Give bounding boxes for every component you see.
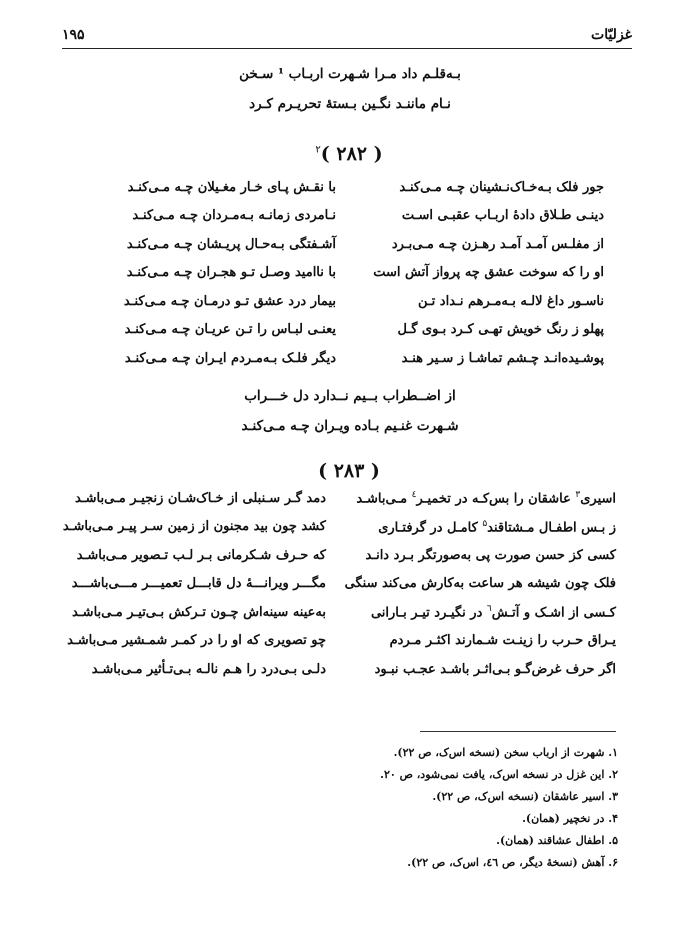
hemistich-text-cont: کامـل در گرفتـاری [378,519,483,535]
first-hemistich [354,548,616,563]
ghazal-282-footnote-mark: ۲ [315,144,321,156]
first-hemistich [344,576,616,592]
second-hemistich: که حـرف شـکرمانی بـر لـب تـصویر مـی‌باشـد [76,547,326,563]
ghazal-283-verses [64,484,616,684]
footnote-item: ۵. اطفال عشاقند (همان). [496,834,618,847]
second-hemistich: یعنـی لبـاس را تـن عریـان چـه مـی‌کنـد [124,322,336,338]
verse-row [64,484,616,513]
hemistich-text: کـسی از اشـک و آتـش [491,605,616,621]
hemistich-text: اگر حرف غرض‌گـو بـی‌اثـر باشـد عجـب نبـود [374,661,616,677]
ghazal-283-title [0,460,698,482]
verse-row [104,344,604,373]
ghazal-282-closing-1: از اضــطراب بــیم نــدارد دل خـــراب [244,388,456,404]
ghazal-282-closing-2: شـهرت غنـیم بـاده ویـران چـه مـی‌کنـد [241,418,459,434]
footnote-mark: ۳ [575,490,581,501]
footnote-mark: ۵ [482,518,488,529]
first-hemistich [354,519,616,535]
verse-row [104,173,604,202]
first-hemistich: دینـی طـلاق دادهٔ اربـاب عقبـی اسـت [401,208,604,224]
opening-hemistich-1: بـه‌قلـم داد مـرا شـهرت اربـاب ¹ سـخن [239,66,461,82]
first-hemistich: او را که سوخت عشق چه پرواز آتش است [373,265,604,281]
verse-row [104,259,604,288]
ghazal-282-number: ( ۲۸۲ ) [320,143,383,165]
footnote-divider [420,731,616,732]
first-hemistich: پوشـیده‌انـد چـشم تماشـا ز سـیر هنـد [401,350,604,366]
section-title: غزلیّات [591,27,632,43]
header-divider [62,48,632,49]
second-hemistich: با نقـش پـای خـار مغـیلان چـه مـی‌کنـد [127,179,336,195]
verse-row [64,627,616,656]
footnote-item: ۶. آهش (نسخهٔ دیگر، ص ٤٦، اس‌ک، ص ۲۲). [407,856,618,869]
first-hemistich: جور فلک بـه‌خـاک‌نـشینان چـه مـی‌کنـد [399,179,604,195]
footnote-item: ۲. این غزل در نسخه اس‌ک، یافت نمی‌شود، ص ۲۰. [380,768,618,781]
second-hemistich: چو تصویری که او را در کمـر شمـشیر مـی‌باشـد [67,633,326,649]
hemistich-text: ز بـس اطفـال مـشتاقند [487,519,616,535]
verse-row [104,230,604,259]
second-hemistich: آشـفتگی بـه‌حـال پریـشان چـه مـی‌کنـد [126,236,336,252]
hemistich-text: یـراق حـرب را زینـت شـمارند اکثـر مـردم [389,633,616,649]
verse-row [64,513,616,542]
second-hemistich: کشد چون بید مجنون از زمین سـر پیـر مـی‌باشـد [62,519,326,535]
second-hemistich: نـامردی زمانـه بـه‌مـردان چـه مـی‌کنـد [132,208,336,224]
ghazal-282-verses [104,173,604,373]
verse-row [64,655,616,684]
second-hemistich: مگـــر ویرانـــهٔ دل قابـــل تعمیـــر مـــی‌باشـــد [71,576,326,592]
opening-hemistich-2: نـام ماننـد نگـین بـستهٔ تحریـرم کـرد [249,96,451,112]
footnote-item: ۳. اسیر عاشقان (نسخه اس‌ک، ص ۲۲). [432,790,618,803]
footnote-mark: ٦ [486,604,492,615]
first-hemistich [354,604,616,620]
footnote-item: ۴. در نخچیر (همان). [522,812,618,825]
hemistich-text-cont: در نگیـرد تیـر بـارانی [370,605,487,621]
ghazal-283-number: ( ۲۸۳ ) [318,460,380,482]
footnote-item: ۱. شهرت از ارباب سخن (نسخه اس‌ک، ص ۲۲). [393,746,618,759]
footnotes [380,742,618,874]
hemistich-text: کسی کز حسن صورت پی به‌صورتگر بـرد دانـد [365,547,616,563]
hemistich-text: فلک چون شیشه هر ساعت به‌کارش می‌کند سنگی [344,576,616,592]
second-hemistich: دلـی بـی‌درد را هـم نالـه بـی‌تـأثیر مـی‌باشـد [91,661,326,677]
first-hemistich: ناسـور داغ لالـه بـه‌مـرهم نـداد تـن [417,293,604,309]
hemistich-text: اسیری [580,491,616,507]
first-hemistich: از مفلـس آمـد آمـد رهـزن چـه مـی‌بـرد [391,236,604,252]
footnote-mark: ٤ [411,490,417,501]
verse-row [64,541,616,570]
verse-row [64,570,616,599]
page-number: ۱۹۵ [62,27,85,43]
verse-row [104,202,604,231]
second-hemistich: با ناامید وصـل تـو هجـران چـه مـی‌کنـد [126,265,336,281]
second-hemistich: دمد گـر سـنبلی از خـاک‌شـان زنجیـر مـی‌باشـد [74,490,326,506]
verse-row [64,598,616,627]
second-hemistich: دیگر فلـک بـه‌مـردم ایـران چـه مـی‌کنـد [124,350,336,366]
second-hemistich: به‌عینه سینه‌اش چـون تـرکش بـی‌تیـر مـی‌باشـد [72,604,326,620]
ghazal-282-title [0,143,698,165]
hemistich-text-cont: عاشقان را بس‌کـه در تخمیـر [416,491,576,507]
verse-row [104,316,604,345]
hemistich-text-end: مـی‌باشـد [356,491,412,507]
verse-row [104,287,604,316]
second-hemistich: بیمار درد عشق تـو درمـان چـه مـی‌کنـد [123,293,336,309]
first-hemistich [354,633,616,648]
first-hemistich: پهلو ز رنگ خویش تهـی کـرد بـوی گـل [397,322,604,338]
running-header [62,22,632,48]
first-hemistich [354,662,616,677]
first-hemistich [354,490,616,506]
